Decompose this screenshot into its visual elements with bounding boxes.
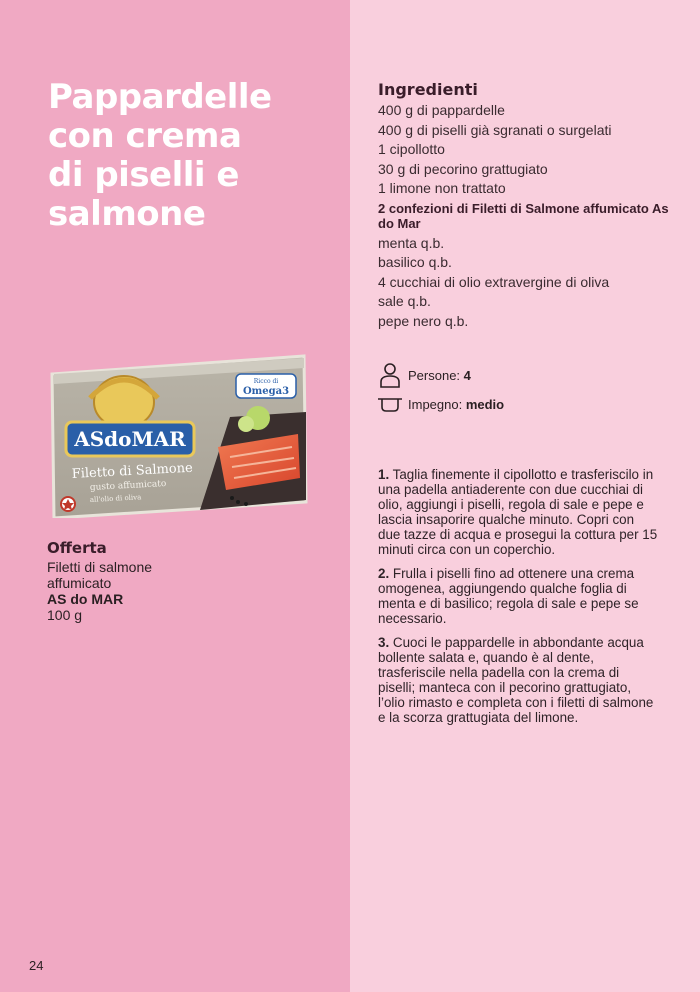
- ingredient-item: pepe nero q.b.: [378, 312, 469, 329]
- ingredients-list: [378, 101, 678, 331]
- ingredient-item: sale q.b.: [378, 293, 431, 309]
- product-package-image: [50, 352, 308, 518]
- quality-seal-icon: [61, 497, 75, 511]
- svg-text:ASdoMAR: ASdoMAR: [74, 427, 186, 451]
- offer-product-line: Filetti di salmone: [47, 559, 153, 575]
- ingredient-item: basilico q.b.: [378, 254, 452, 270]
- ingredient-item: 1 limone non trattato: [378, 180, 506, 196]
- persons-value: 4: [463, 367, 471, 383]
- persons-row: [378, 362, 658, 388]
- step-number: 2.: [378, 566, 390, 581]
- step-text: Frulla i piselli fino ad ottenere una crema omogenea, aggiungendo qualche foglia di menta e di basilico; regola di sale e pepe se necessario.: [378, 566, 639, 626]
- page-number: 24: [29, 958, 44, 973]
- title-line: con crema: [48, 116, 242, 156]
- ingredient-item: menta q.b.: [378, 234, 445, 251]
- step-number: 3.: [378, 635, 390, 650]
- effort-label: Impegno:: [408, 396, 463, 412]
- step-item: [378, 635, 658, 725]
- steps-section: [378, 467, 658, 734]
- svg-text:Omega3: Omega3: [242, 386, 290, 397]
- title-line: di piselli e: [48, 155, 239, 195]
- person-icon: [378, 362, 402, 388]
- step-item: [378, 467, 658, 557]
- effort-value: medio: [465, 396, 505, 412]
- offer-brand: AS do MAR: [47, 591, 124, 607]
- svg-text:Filetto di Salmone: Filetto di Salmone: [71, 460, 194, 482]
- step-text: Cuoci le pappardelle in abbondante acqua bollente salata e, quando è al dente, trasferiscile nella padella con la crema di piselli; manteca con il pecorino grattugiato, l’olio rimasto e completa con i filetti di salmone e la scorza grattugiata del limone.: [378, 635, 654, 725]
- recipe-title: [48, 78, 318, 234]
- ingredients-heading: Ingredienti: [378, 80, 478, 99]
- pot-icon: [378, 396, 402, 412]
- offer-product-line: affumicato: [47, 575, 112, 591]
- omega3-badge: [236, 374, 296, 398]
- svg-text:Ricco di: Ricco di: [253, 378, 279, 385]
- title-line: salmone: [48, 194, 206, 234]
- step-text: Taglia finemente il cipollotto e trasferiscilo in una padella antiaderente con due cucchiai di olio, aggiungi i piselli, regola di sale e pepe e lascia insaporire qualche minuto. Copri con due tazze di acqua e prosegui la cottura per 15 minuti circa con un coperchio.: [378, 467, 658, 557]
- title-line: Pappardelle: [48, 77, 272, 117]
- offer-heading: Offerta: [47, 539, 107, 557]
- offer-weight: 100 g: [47, 607, 83, 623]
- ingredient-item: 400 g di pappardelle: [378, 102, 505, 118]
- persons-label: Persone:: [408, 367, 461, 383]
- ingredients-section: [378, 80, 678, 331]
- ingredient-item: 1 cipollotto: [378, 141, 445, 157]
- svg-text:all'olio di oliva: all'olio di oliva: [89, 493, 142, 504]
- ingredient-item: 30 g di pecorino grattugiato: [378, 160, 548, 177]
- offer-box: [47, 540, 247, 623]
- ingredient-item: 400 g di piselli già sgranati o surgelati: [378, 121, 612, 138]
- effort-row: [378, 396, 658, 412]
- step-item: [378, 566, 658, 626]
- ingredient-item: 4 cucchiai di olio extravergine di oliva: [378, 273, 610, 290]
- svg-text:gusto affumicato: gusto affumicato: [89, 479, 167, 493]
- ingredient-item-featured: 2 confezioni di Filetti di Salmone affumicato As do Mar: [378, 200, 669, 231]
- step-number: 1.: [378, 467, 390, 482]
